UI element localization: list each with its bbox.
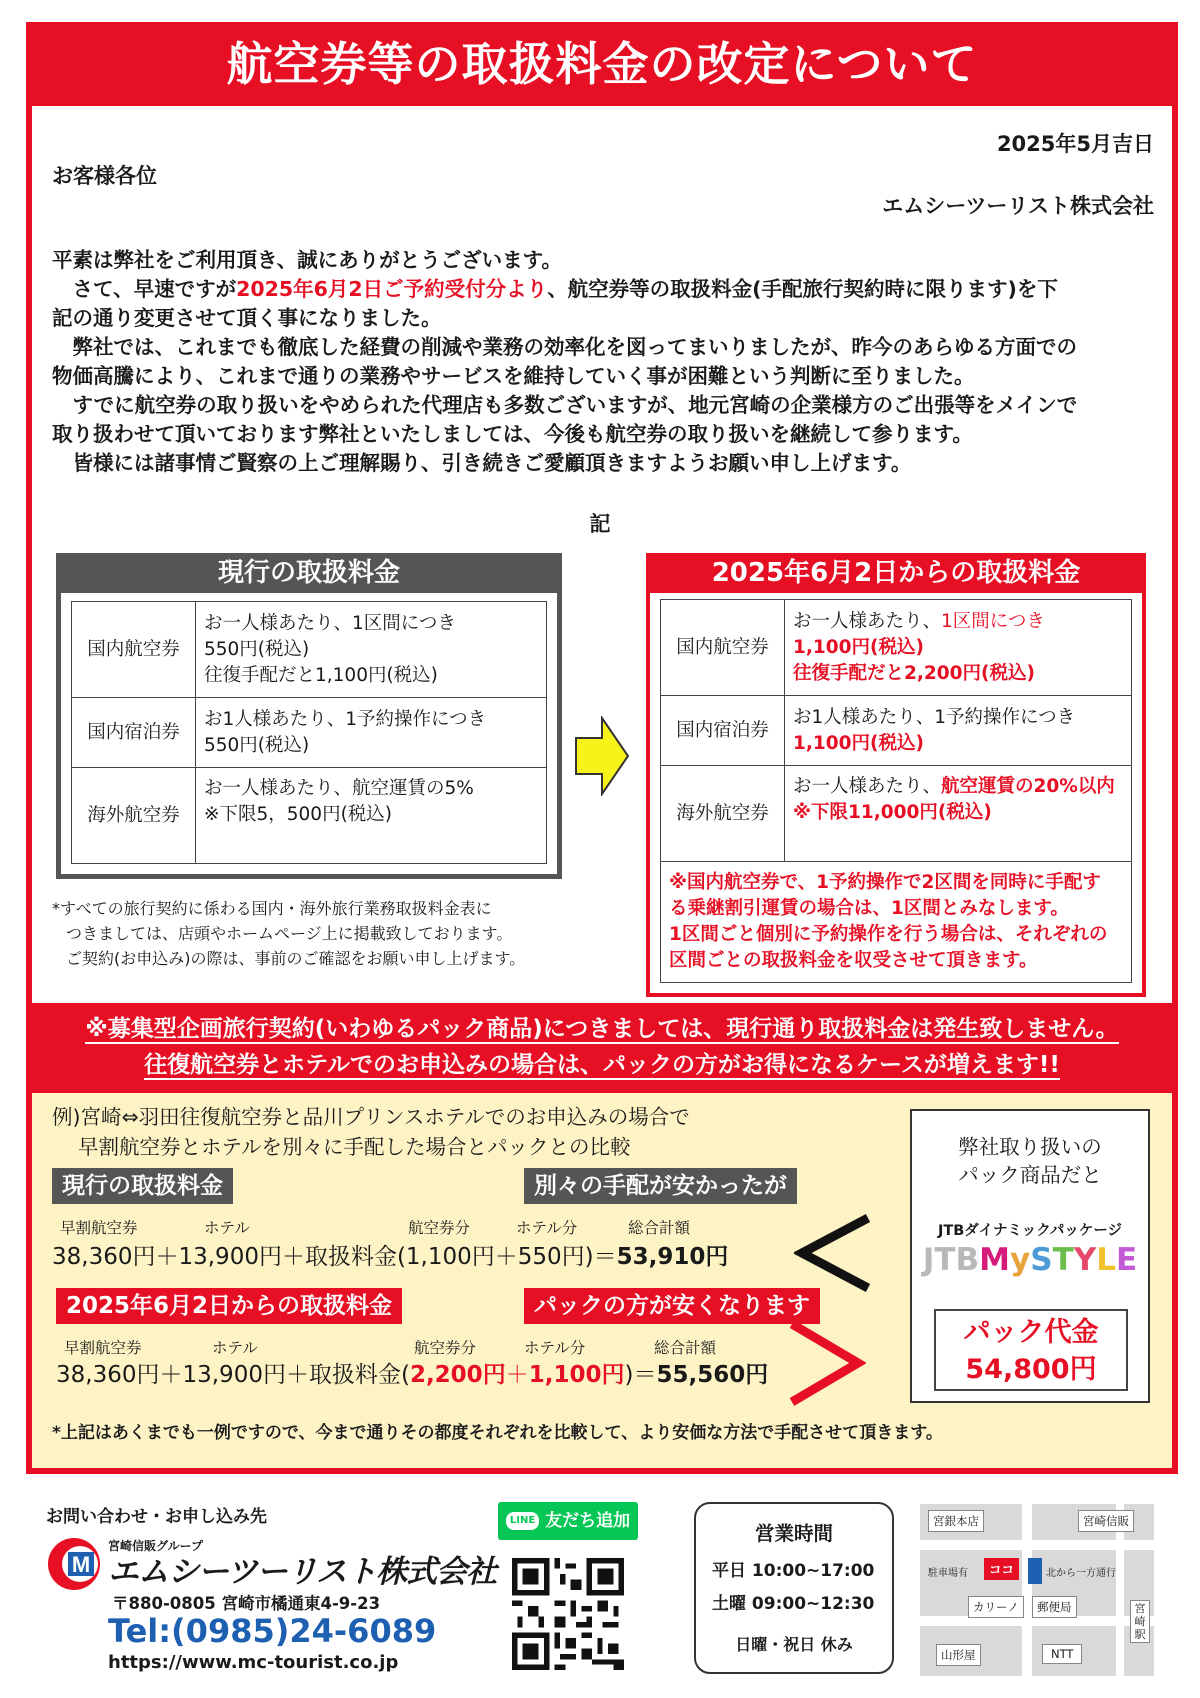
fee-category: 国内航空券 (72, 602, 196, 698)
body-line: 取り扱わせて頂いております弊社といたしましては、今後も航空券の取り扱いを継続して参ります。 (52, 422, 973, 446)
map-label: 宮崎信販 (1078, 1510, 1134, 1532)
less-than-symbol (794, 1212, 876, 1294)
issue-date: 2025年5月吉日 (996, 132, 1154, 156)
table-row: 国内航空券 お一人様あたり、1区間につき 1,100円(税込) 往復手配だと2,200円(税込) (661, 600, 1132, 696)
access-map (920, 1504, 1154, 1676)
example-description: 例)宮崎⇔羽田往復航空券と品川プリンスホテルでのお申込みの場合で 早割航空券とホテルを別々に手配した場合とパックとの比較 (52, 1105, 690, 1159)
table-row: 海外航空券 お一人様あたり、航空運賃の5% ※下限5，500円(税込) (72, 768, 547, 864)
line-add-friend-button[interactable]: LINE 友だち追加 (498, 1502, 638, 1540)
package-notice-band: ※募集型企画旅行契約(いわゆるパック商品)につきましては、現行通り取扱料金は発生致しません。 往復航空券とホテルでのお申込みの場合は、パックの方がお得になるケースが増えます!! (26, 1003, 1178, 1093)
line-icon: LINE (506, 1512, 539, 1530)
label-flight-fee: 航空券分 (408, 1219, 471, 1237)
current-fee-table (71, 601, 547, 864)
greater-than-symbol (784, 1318, 866, 1408)
company-name: エムシーツーリスト株式会社 (108, 1554, 497, 1590)
new-fee-table (660, 599, 1132, 862)
addressee: お客様各位 (52, 164, 157, 188)
comparison-footnote: *上記はあくまでも一例ですので、今まで通りその都度それぞれを比較して、より安価な方法で手配させて頂きます。 (52, 1423, 943, 1443)
map-label: 宮銀本店 (928, 1510, 984, 1532)
body-line: 弊社では、これまでも徹底した経費の削減や業務の効率化を図ってまいりましたが、昨今のあらゆる方面での (72, 335, 1077, 359)
new-verdict-label: パックの方が安くなります (524, 1288, 820, 1324)
fee-category: 国内宿泊券 (72, 698, 196, 768)
fee-category: 国内宿泊券 (661, 696, 785, 766)
map-label: カリーノ (968, 1596, 1024, 1618)
fee-table-note: *すべての旅行契約に係わる国内・海外旅行業務取扱料金表に つきましては、店頭やホームページ上に掲載致しております。 ご契約(お申込み)の際は、事前のご確認をお願い申し上げます。 (52, 899, 526, 968)
label-hotel-fee: ホテル分 (524, 1339, 586, 1357)
one-way-arrow-icon (1028, 1558, 1042, 1584)
body-line: 平素は弊社をご利用頂き、誠にありがとうございます。 (52, 248, 563, 272)
jtb-package-box (910, 1109, 1150, 1403)
business-hours-box (694, 1502, 894, 1674)
current-fee-panel (56, 553, 562, 879)
map-label: 郵便局 (1032, 1596, 1077, 1618)
current-calculation: 38,360円＋13,900円＋取扱料金(1,100円＋550円)＝53,910円 (52, 1244, 729, 1270)
company-address: 〒880-0805 宮崎市橘通東4-9-23 (112, 1594, 381, 1613)
map-label: 駐車場有 (928, 1568, 968, 1579)
current-fee-label: 現行の取扱料金 (52, 1168, 233, 1204)
jtb-brand-sub: JTBダイナミックパッケージ (937, 1223, 1123, 1239)
body-line: 物価高騰により、これまで通りの業務やサービスを維持していく事が困難という判断に至りました。 (52, 364, 975, 388)
table-row: 海外航空券 お一人様あたり、航空運賃の20%以内 ※下限11,000円(税込) (661, 766, 1132, 862)
table-row: 国内宿泊券 お1人様あたり、1予約操作につき 1,100円(税込) (661, 696, 1132, 766)
new-fee-label: 2025年6月2日からの取扱料金 (56, 1288, 402, 1324)
label-flight-fee: 航空券分 (414, 1339, 477, 1357)
jtb-intro: 弊社取り扱いの パック商品だと (958, 1135, 1102, 1187)
table-row: 国内航空券 お一人様あたり、1区間につき 550円(税込) 往復手配だと1,100円(税込) (72, 602, 547, 698)
body-line: すでに航空券の取り扱いをやめられた代理店も多数ございますが、地元宮崎の企業様方のご出張等をメインで (72, 393, 1078, 417)
connecting-fare-note: ※国内航空券で、1予約操作で2区間を同時に手配す る乗継割引運賃の場合は、1区間とみなします。 1区間ごと個別に予約操作を行う場合は、それぞれの 区間ごとの取扱料金を収受させて頂きます。 (660, 862, 1132, 983)
telephone-number[interactable]: Tel:(0985)24-6089 (108, 1612, 437, 1650)
new-calculation: 38,360円＋13,900円＋取扱料金(2,200円＋1,100円)＝55,560円 (56, 1362, 769, 1388)
label-total: 総合計額 (654, 1339, 717, 1357)
current-fee-header: 現行の取扱料金 (56, 553, 562, 593)
body-line: 記の通り変更させて頂く事になりました。 (52, 306, 442, 330)
label-total: 総合計額 (628, 1219, 691, 1237)
label-hotel-fee: ホテル分 (516, 1219, 578, 1237)
hours-saturday: 土曜 09:00~12:30 (712, 1594, 875, 1614)
current-verdict-label: 別々の手配が安かったが (524, 1168, 797, 1204)
website-url[interactable]: https://www.mc-tourist.co.jp (108, 1652, 399, 1673)
right-arrow-icon (574, 716, 630, 796)
new-fee-panel (646, 553, 1146, 997)
fee-category: 国内航空券 (661, 600, 785, 696)
map-label: NTT (1042, 1644, 1082, 1664)
new-fee-header: 2025年6月2日からの取扱料金 (646, 553, 1146, 593)
group-name: 宮崎信販グループ (108, 1539, 204, 1553)
ki-heading: 記 (589, 512, 611, 536)
effective-date-highlight: 2025年6月2日ご予約受付分より (236, 277, 548, 301)
map-label: 宮崎駅 (1130, 1600, 1150, 1643)
company-logo-icon (46, 1536, 106, 1592)
sender-name: エムシーツーリスト株式会社 (882, 194, 1154, 218)
table-row: 国内宿泊券 お1人様あたり、1予約操作につき 550円(税込) (72, 698, 547, 768)
contact-label: お問い合わせ・お申し込み先 (46, 1507, 267, 1527)
hours-closed: 日曜・祝日 休み (735, 1635, 853, 1654)
hours-weekday: 平日 10:00~17:00 (712, 1561, 875, 1581)
hours-title: 営業時間 (754, 1522, 833, 1545)
package-price-box: パック代金 54,800円 (934, 1309, 1128, 1391)
map-label: 山形屋 (936, 1644, 981, 1666)
fee-category: 海外航空券 (72, 768, 196, 864)
svg-text:M: M (71, 1552, 91, 1577)
label-flight: 早割航空券 (64, 1339, 142, 1357)
label-hotel: ホテル (204, 1219, 250, 1237)
fee-category: 海外航空券 (661, 766, 785, 862)
body-line: 皆様には諸事情ご賢察の上ご理解賜り、引き続きご愛顧頂きますようお願い申し上げます。 (72, 451, 912, 475)
page-title: 航空券等の取扱料金の改定について (26, 22, 1178, 106)
map-here-marker: ココ (984, 1558, 1019, 1580)
map-label: 北から一方通行 (1046, 1568, 1116, 1579)
jtb-brand-logo: JTBMySTYLE (922, 1242, 1138, 1278)
notice-body (52, 246, 1152, 478)
label-hotel: ホテル (212, 1339, 258, 1357)
label-flight: 早割航空券 (60, 1219, 138, 1237)
qr-code-icon[interactable] (512, 1558, 624, 1670)
body-line: さて、早速ですが2025年6月2日ご予約受付分より、航空券等の取扱料金(手配旅行契約時に限ります)を下 (72, 277, 1058, 301)
